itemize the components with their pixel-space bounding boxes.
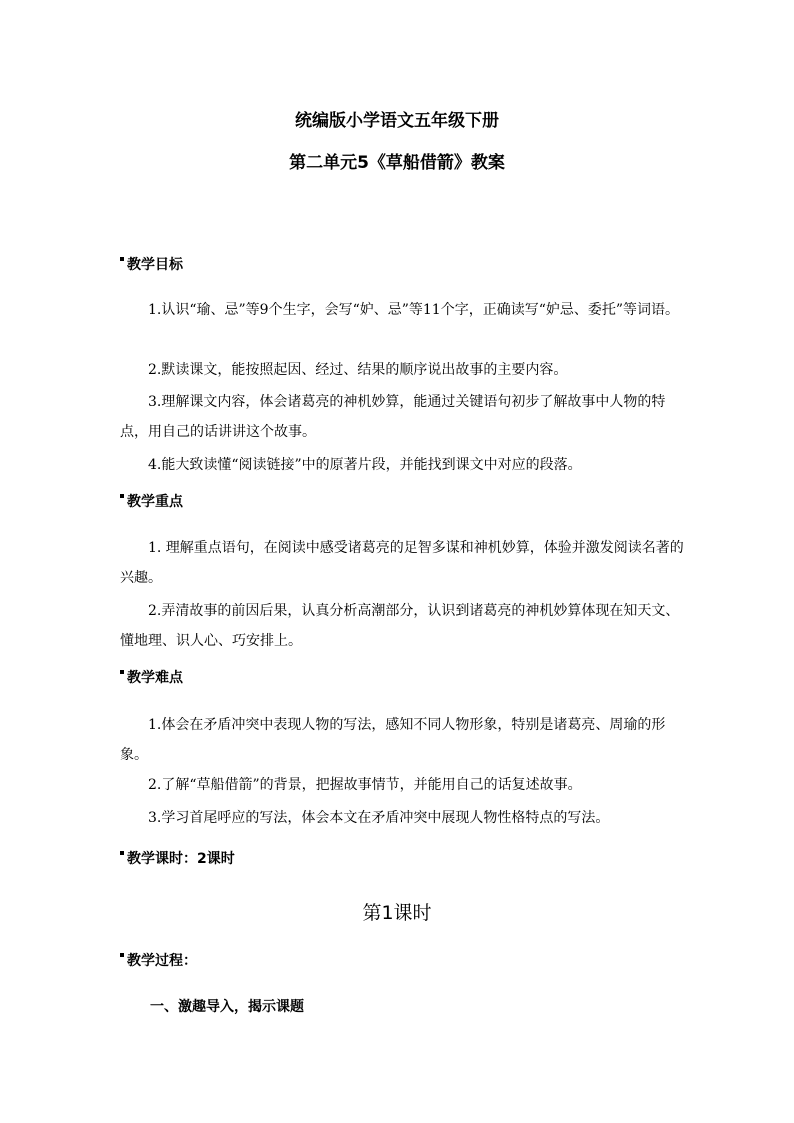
goal-item: 4.能大致读懂“阅读链接”中的原著片段，并能找到课文中对应的段落。 [148,457,582,473]
bullet-icon [120,494,124,498]
bullet-icon [120,953,124,957]
heading-text: 教学重点 [127,494,183,510]
heading-text: 教学课时：2课时 [127,851,235,867]
heading-text: 教学目标 [127,257,183,273]
lesson-title: 第1课时 [362,902,432,924]
goal-item: 1.认识“瑜、忌”等9个生字，会写“妒、忌”等11个字，正确读写“妒忌、委托”等词语。 [148,302,680,318]
keypoint-item: 2.弄清故事的前因后果，认真分析高潮部分，认识到诸葛亮的神机妙算体现在知天文、懂地理、识人心、巧安排上。 [120,603,680,649]
heading-text: 教学难点 [127,670,183,686]
difficulty-item: 2.了解“草船借箭”的背景，把握故事情节，并能用自己的话复述故事。 [148,777,582,793]
difficulty-item: 1.体会在矛盾冲突中表现人物的写法，感知不同人物形象，特别是诸葛亮、周瑜的形象。 [120,717,666,763]
section-heading-hours [120,848,235,868]
keypoint-item: 1. 理解重点语句，在阅读中感受诸葛亮的足智多谋和神机妙算，体验并激发阅读名著的兴趣。 [120,540,684,586]
section-heading-difficulties [120,667,183,687]
bullet-icon [120,851,124,855]
bullet-icon [120,670,124,674]
goal-item: 2.默读课文，能按照起因、经过、结果的顺序说出故事的主要内容。 [148,362,568,378]
process-step: 一、激趣导入，揭示课题 [150,999,304,1015]
document-title: 统编版小学语文五年级下册 [295,111,499,131]
bullet-icon [120,257,124,261]
section-heading-goals [120,254,183,274]
heading-text: 教学过程： [127,953,197,969]
difficulty-item: 3.学习首尾呼应的写法，体会本文在矛盾冲突中展现人物性格特点的写法。 [148,810,610,826]
document-subtitle: 第二单元5《草船借箭》教案 [289,153,505,173]
goal-item: 3.理解课文内容，体会诸葛亮的神机妙算，能通过关键语句初步了解故事中人物的特点，用自己的话讲讲这个故事。 [120,394,666,440]
section-heading-keypoints [120,491,183,511]
section-heading-process [120,950,197,970]
